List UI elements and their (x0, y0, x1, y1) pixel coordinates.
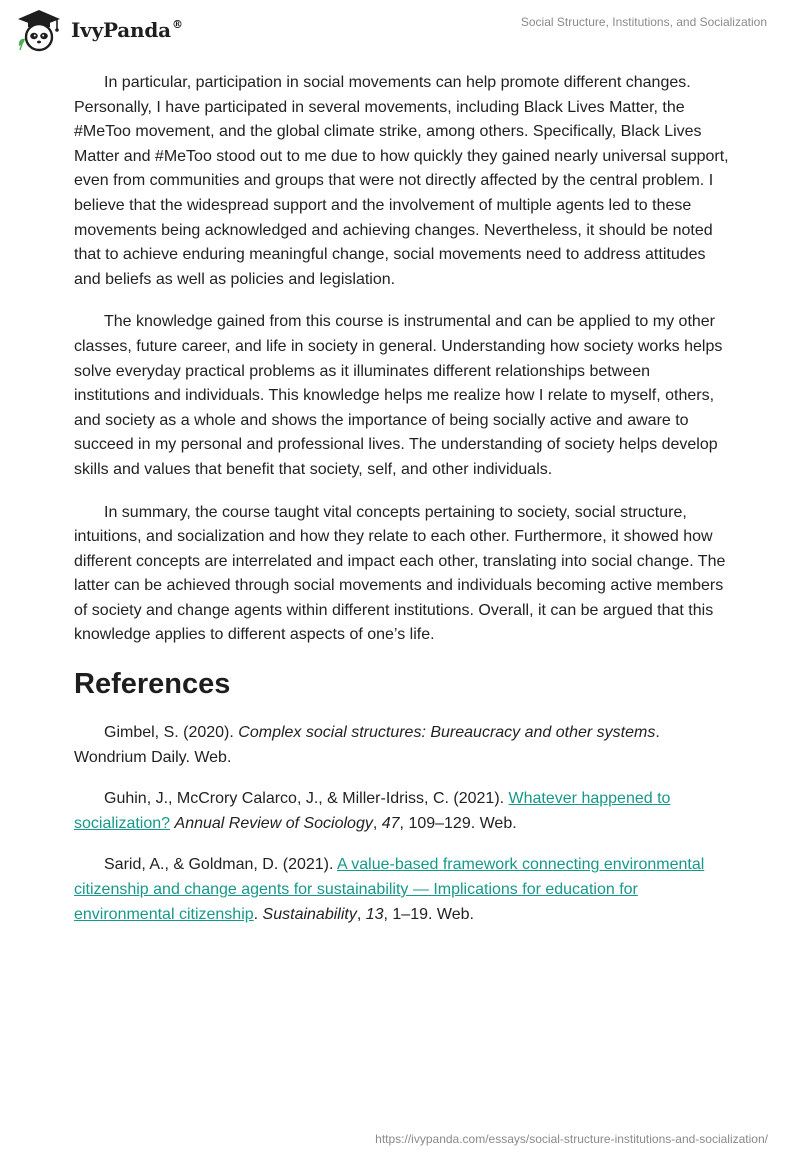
panda-graduation-cap-icon (14, 8, 64, 52)
journal-title: Sustainability (262, 905, 357, 923)
reference-item: Gimbel, S. (2020). Complex social structures: Bureaucracy and other systems. Wondrium Daily. Web. (74, 724, 660, 766)
journal-title: Annual Review of Sociology (174, 814, 373, 832)
essay-content (74, 71, 729, 944)
body-paragraph: In particular, participation in social movements can help promote different changes. Personally, I have participated in several movements, including Black Lives Matter, the #MeToo movement, and the global climate strike, among others. Specifically, Black Lives Matter and #MeToo stood out to me due to how quickly they gained nearly universal support, even from communities and groups that were not directly affected by the central problem. I believe that the widespread support and the involvement of multiple agents led to these movements being acknowledged and achieving changes. Nevertheless, it should be noted that to achieve enduring meaningful change, social movements need to address attitudes and beliefs as well as policies and legislation. (74, 74, 729, 288)
journal-volume: 47 (381, 814, 400, 832)
ivypanda-logo[interactable] (14, 8, 183, 52)
journal-volume: 13 (365, 905, 384, 923)
logo-wordmark: IvyPanda® (71, 18, 183, 42)
reference-link[interactable]: Whatever happened to socialization? (74, 790, 671, 832)
body-paragraph: The knowledge gained from this course is instrumental and can be applied to my other classes, future career, and life in society in general. Understanding how society works helps solve everyday practical problems as it illuminates different relationships between institutions and individuals. This knowledge helps me realize how I relate to myself, others, and society as a whole and shows the importance of being socially active and aware to succeed in my personal and professional lives. The understanding of society helps develop skills and values that benefit that society, self, and other individuals. (74, 313, 723, 478)
reference-title: Complex social structures: Bureaucracy and other systems (238, 724, 656, 742)
page-header (0, 0, 800, 60)
source-url[interactable]: https://ivypanda.com/essays/social-structure-institutions-and-socialization/ (375, 1132, 768, 1146)
body-paragraph: In summary, the course taught vital concepts pertaining to society, social structure, intuitions, and socialization and how they relate to each other. Furthermore, it showed how different concepts are interrelated and impact each other, translating into social change. The latter can be achieved through social movements and individuals becoming active members of society and change agents within different institutions. Overall, it can be argued that this knowledge applies to different aspects of one’s life. (74, 503, 726, 644)
reference-link[interactable]: A value-based framework connecting environmental citizenship and change agents for sustainability — Implications for education for environmental citizenship (74, 856, 705, 923)
references-heading: References (74, 668, 231, 701)
document-title: Social Structure, Institutions, and Socialization (520, 15, 767, 29)
reference-item: Sarid, A., & Goldman, D. (2021). A value-based framework connecting environmental citizenship and change agents for sustainability — Implications for education for environmental citizenship. Sustainability, 13, 1–19. Web. (74, 856, 705, 923)
reference-item: Guhin, J., McCrory Calarco, J., & Miller-Idriss, C. (2021). Whatever happened to socialization? Annual Review of Sociology, 47, 109–129. Web. (74, 790, 671, 832)
